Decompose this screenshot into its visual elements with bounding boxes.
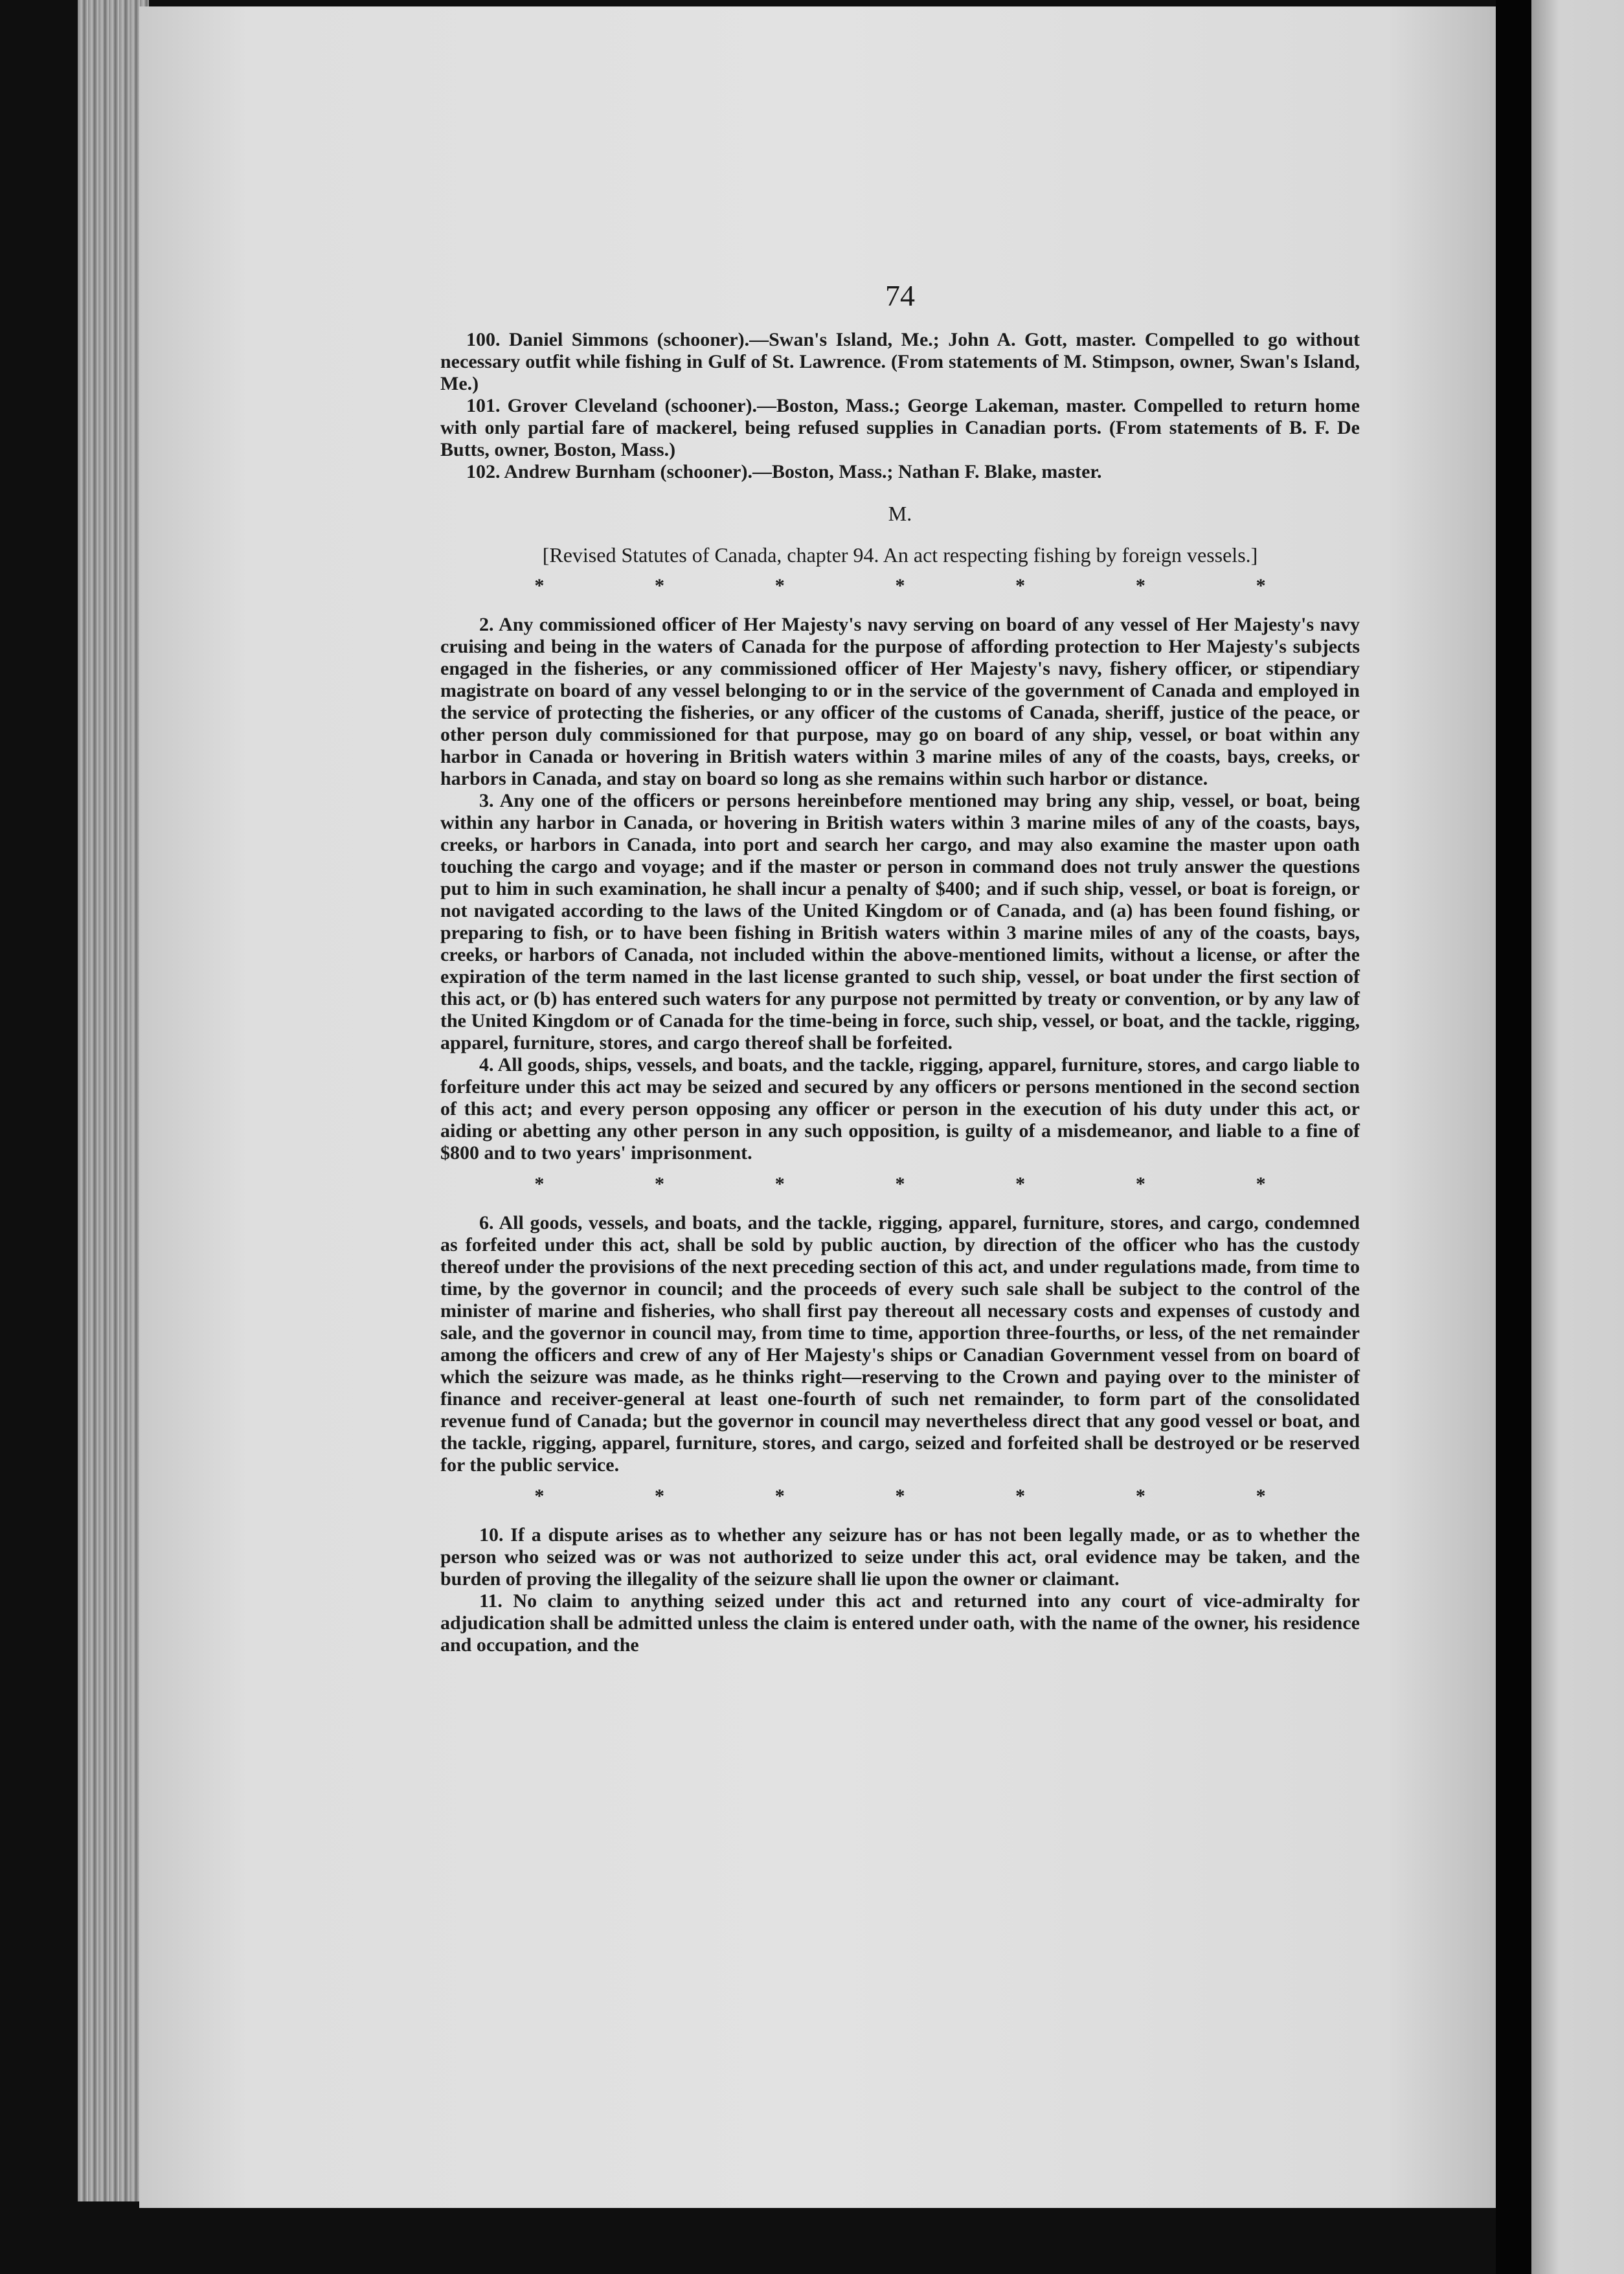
entry-101: 101. Grover Cleveland (schooner).—Boston, Mass.; George Lakeman, master. Compelled to return home with only partial fare of mackerel, being refused supplies in Canadian ports. (From statements of B. F. De Butts, owner, Boston, Mass.): [440, 395, 1360, 460]
asterisk: *: [1135, 575, 1145, 596]
asterisk: *: [655, 1173, 665, 1195]
asterisk: *: [1015, 1485, 1026, 1507]
page-number: 74: [885, 279, 915, 312]
asterisk: *: [895, 1173, 905, 1195]
section-3: 3. Any one of the officers or persons hereinbefore mentioned may bring any ship, vessel, or boat, being within any harbor in Canada, or hovering in British waters within 3 marine miles of any of the coasts, bays, creeks, or harbors in Canada, into port and search her cargo, and may also examine the master upon oath touching the cargo and voyage; and if the master or person in command does not truly answer the questions put to him in such examination, he shall incur a penalty of $400; and if such ship, vessel, or boat is foreign, or not navigated according to the laws of the United Kingdom or of Canada, and (a) has been found fishing, or preparing to fish, or to have been fishing in British waters within 3 marine miles of any of the coasts, bays, creeks, or harbors of Canada, not included within the above-mentioned limits, without a license, or after the expiration of the term named in the last license granted to such ship, vessel, or boat under the first section of this act, or (b) has entered such waters for any purpose not permitted by treaty or convention, or by any law of the United Kingdom or of Canada for the time-being in force, such ship, vessel, or boat, and the tackle, rigging, apparel, furniture, stores, and cargo thereof shall be forfeited.: [440, 790, 1360, 1053]
asterisk: *: [895, 575, 905, 596]
book-gutter: [1496, 0, 1531, 2274]
entry-100: 100. Daniel Simmons (schooner).—Swan's Island, Me.; John A. Gott, master. Compelled to go without necessary outfit while fishing in Gulf of St. Lawrence. (From statements of M. Stimpson, owner, Swan's Island, Me.): [440, 329, 1360, 394]
statute-title: [Revised Statutes of Canada, chapter 94. An act respecting fishing by foreign vessels.]: [542, 543, 1258, 567]
book-page-edges: [78, 0, 149, 2201]
asterisk: *: [655, 1485, 665, 1507]
asterisk: *: [1015, 1173, 1026, 1195]
asterisk: *: [1135, 1173, 1145, 1195]
section-10: 10. If a dispute arises as to whether any seizure has or has not been legally made, or as to whether the person who seized was or was not authorized to seize under this act, oral evidence may be taken, and the burden of proving the illegality of the seizure shall lie upon the owner or claimant.: [440, 1524, 1360, 1590]
asterisk: *: [1015, 575, 1026, 596]
section-11: 11. No claim to anything seized under this act and returned into any court of vice-admiralty for adjudication shall be admitted unless the claim is entered under oath, with the name of the owner, his residence and occupation, and the: [440, 1590, 1360, 1656]
asterisk: *: [1256, 575, 1266, 596]
asterisk: *: [774, 1173, 785, 1195]
asterisk: *: [774, 575, 785, 596]
entry-102: 102. Andrew Burnham (schooner).—Boston, Mass.; Nathan F. Blake, master.: [466, 461, 1102, 482]
section-letter: M.: [888, 502, 912, 525]
asterisk: *: [1256, 1173, 1266, 1195]
asterisk-divider: [440, 575, 1360, 597]
facing-page-edge: [1531, 0, 1624, 2274]
asterisk: *: [534, 1173, 545, 1195]
section-6: 6. All goods, vessels, and boats, and the tackle, rigging, apparel, furniture, stores, and cargo, condemned as forfeited under this act, shall be sold by public auction, by direction of the officer who has the custody thereof under the provisions of the next preceding section of this act, and under regulations made, from time to time, by the governor in council; and the proceeds of every such sale shall be subject to the control of the minister of marine and fisheries, who shall first pay thereout all necessary costs and expenses of custody and sale, and the governor in council may, from time to time, apportion three-fourths, or less, of the net remainder among the officers and crew of any of Her Majesty's ships or Canadian Government vessel from on board of which the seizure was made, as he thinks right—reserving to the Crown and paying over to the minister of finance and receiver-general at least one-fourth of such net remainder, to form part of the consolidated revenue fund of Canada; but the governor in council may nevertheless direct that any good vessel or boat, and the tackle, rigging, apparel, furniture, stores, and cargo, seized and forfeited shall be destroyed or be reserved for the public service.: [440, 1212, 1360, 1476]
section-4: 4. All goods, ships, vessels, and boats, and the tackle, rigging, apparel, furniture, stores, and cargo liable to forfeiture under this act may be seized and secured by any officers or persons mentioned in the second section of this act; and every person opposing any officer or person in the execution of his duty under this act, or aiding or abetting any other person in any such opposition, is guilty of a misdemeanor, and liable to a fine of $800 and to two years' imprisonment.: [440, 1054, 1360, 1164]
page-text: [440, 279, 1360, 1656]
asterisk: *: [1256, 1485, 1266, 1507]
asterisk: *: [774, 1485, 785, 1507]
asterisk: *: [655, 575, 665, 596]
asterisk: *: [534, 575, 545, 596]
asterisk-divider: [440, 1173, 1360, 1195]
section-2: 2. Any commissioned officer of Her Majesty's navy serving on board of any vessel of Her Majesty's navy cruising and being in the waters of Canada for the purpose of affording protection to Her Majesty's subjects engaged in the fisheries, or any commissioned officer of Her Majesty's navy, fishery officer, or stipendiary magistrate on board of any vessel belonging to or in the service of the government of Canada and employed in the service of protecting the fisheries, or any officer of the customs of Canada, sheriff, justice of the peace, or other person duly commissioned for that purpose, may go on board of any ship, vessel, or boat within any harbor in Canada or hovering in British waters within 3 marine miles of any of the coasts, bays, creeks, or harbors in Canada, and stay on board so long as she remains within such harbor or distance.: [440, 614, 1360, 789]
asterisk-divider: [440, 1485, 1360, 1507]
asterisk: *: [1135, 1485, 1145, 1507]
asterisk: *: [534, 1485, 545, 1507]
asterisk: *: [895, 1485, 905, 1507]
